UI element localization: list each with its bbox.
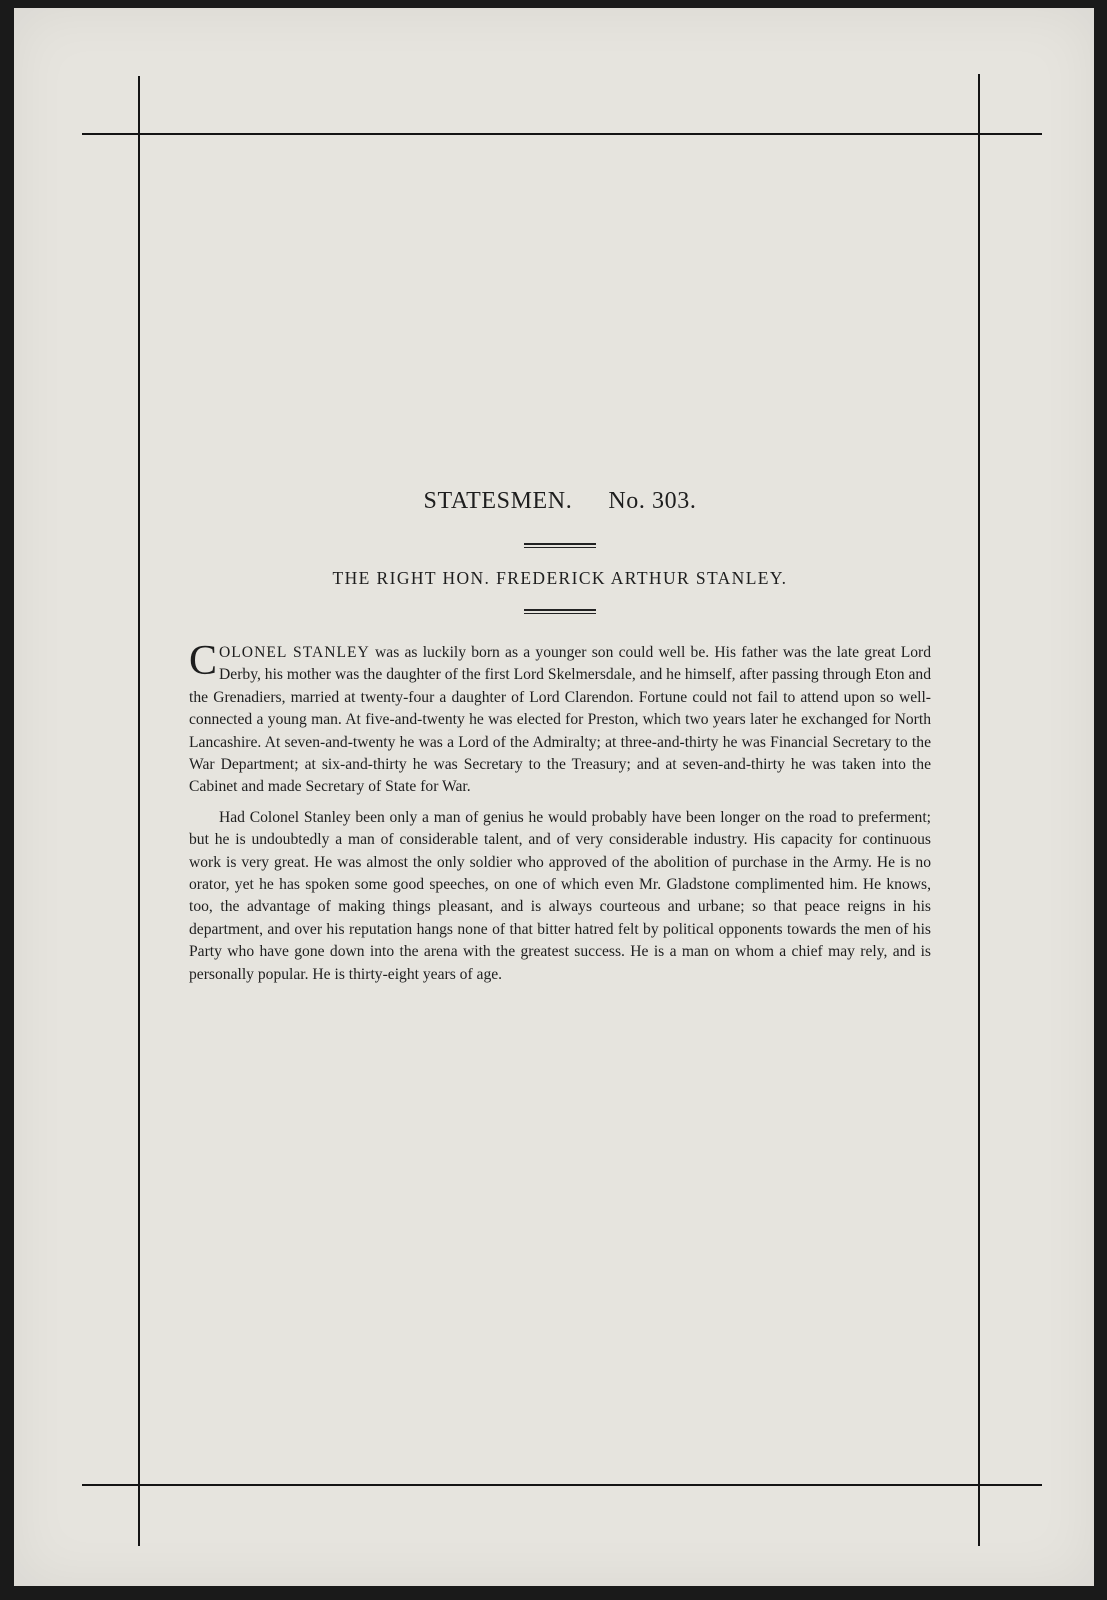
lead-in-caps: OLONEL STANLEY [219,644,370,661]
page-title [189,488,931,515]
series-number: No. 303. [608,488,697,514]
ornament-divider-lower [524,609,596,614]
drop-cap: C [189,638,218,684]
series-title: STATESMEN. [423,488,573,514]
border-rule-top [82,133,1042,135]
border-rule-bottom [82,1484,1042,1486]
border-rule-left [138,76,140,1546]
border-rule-right [978,74,980,1546]
article [189,488,931,986]
printed-page [14,8,1094,1586]
paragraph-second: Had Colonel Stanley been only a man of genius he would probably have been longer on the road to preferment; but he is undoubtedly a man of considerable talent, and of very considerable industry. His capacity for continuous work is very great. He was almost the only soldier who approved of the abolition of purchase in the Army. He is no orator, yet he has spoken some good speeches, on one of which even Mr. Gladstone complimented him. He knows, too, the advantage of making things pleasant, and is always courteous and urbane; so that peace reigns in his department, and over his reputation hangs none of that bitter hatred felt by political opponents towards the men of his Party who have gone down into the arena with the greatest success. He is a man on whom a chief may rely, and is personally popular. He is thirty-eight years of age. [189,808,931,983]
subject-name: THE RIGHT HON. FREDERICK ARTHUR STANLEY. [332,568,788,588]
paragraph-first-body: was as luckily born as a younger son could well be. His father was the late great Lord Derby, his mother was the daughter of the first Lord Skelmersdale, and he himself, after passing through Eton and the Grenadiers, married at twenty-four a daughter of Lord Clarendon. Fortune could not fail to attend upon so well-connected a young man. At five-and-twenty he was elected for Preston, which two years later he exchanged for North Lancashire. At seven-and-twenty he was a Lord of the Admiralty; at three-and-thirty he was Financial Secretary to the War Department; at six-and-thirty he was Secretary to the Treasury; and at seven-and-thirty he was taken into the Cabinet and made Secretary of State for War. [189,644,932,796]
paragraph-first [189,638,932,799]
ornament-divider-upper [524,543,596,548]
